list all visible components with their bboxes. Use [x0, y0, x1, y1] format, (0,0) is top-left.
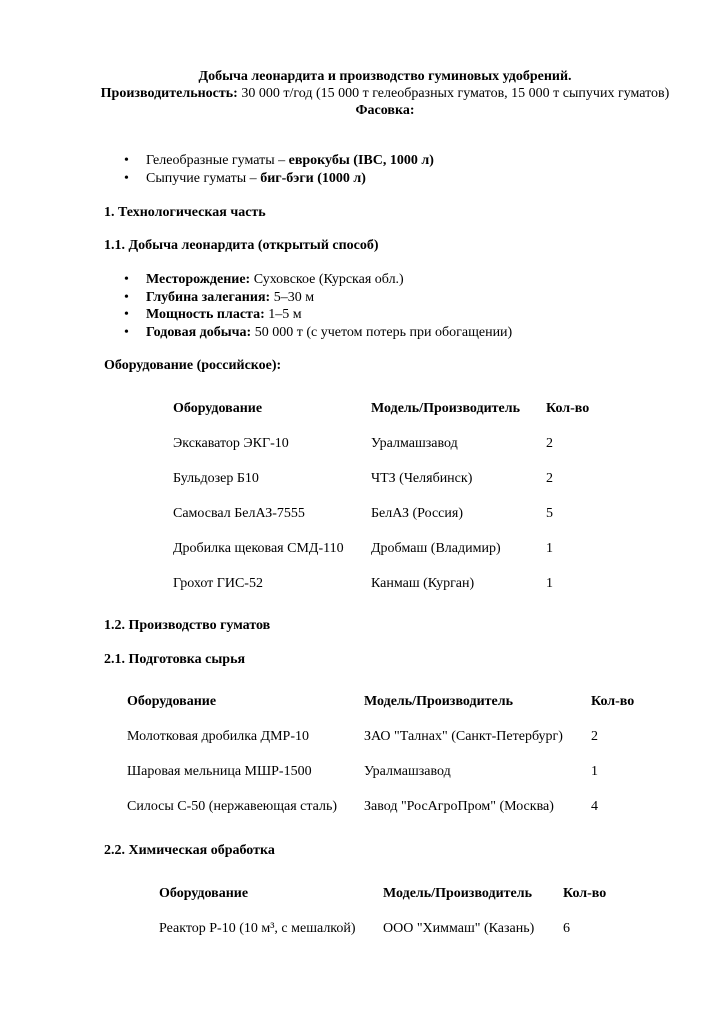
- column-header: Кол-во: [546, 400, 590, 416]
- table-cell: 6: [563, 920, 570, 936]
- table-cell: 2: [546, 435, 553, 451]
- list-item: [0, 289, 512, 307]
- table-cell: Шаровая мельница МШР-1500: [127, 763, 312, 779]
- table-header-row: [127, 684, 646, 719]
- list-item: [0, 271, 512, 289]
- table-cell: Дробилка щековая СМД-110: [173, 540, 344, 556]
- table-cell: Уралмашзавод: [364, 763, 451, 779]
- table-row: [173, 461, 606, 496]
- table-cell: Самосвал БелАЗ-7555: [173, 505, 305, 521]
- column-header: Модель/Производитель: [383, 885, 532, 901]
- column-header: Кол-во: [563, 885, 607, 901]
- list-item: [0, 306, 512, 324]
- table-cell: 2: [546, 470, 553, 486]
- column-header: Модель/Производитель: [371, 400, 520, 416]
- table-cell: Бульдозер Б10: [173, 470, 259, 486]
- raw-material-equipment-table: [127, 684, 646, 824]
- packing-item-text: Гелеобразные гуматы –: [146, 153, 289, 168]
- deposit-facts-list: [0, 271, 512, 341]
- packing-item-bold: биг-бэги (1000 л): [260, 170, 366, 186]
- section-heading: 1. Технологическая часть: [104, 205, 266, 220]
- table-cell: ЧТЗ (Челябинск): [371, 470, 473, 486]
- fact-value: 5–30 м: [270, 289, 315, 305]
- table-cell: 2: [591, 728, 598, 744]
- section-heading: 2.1. Подготовка сырья: [104, 652, 246, 667]
- list-item: [0, 152, 434, 170]
- equipment-heading: Оборудование (российское):: [104, 358, 282, 373]
- packing-list: [0, 152, 434, 187]
- capacity-value: 30 000 т/год (15 000 т гелеобразных гуматов, 15 000 т сыпучих гуматов): [237, 86, 670, 101]
- table-row: [127, 789, 646, 824]
- document-title: Добыча леонардита и производство гуминовых удобрений.: [198, 69, 572, 84]
- table-cell: Молотковая дробилка ДМР-10: [127, 728, 309, 744]
- fact-label: Глубина залегания:: [146, 289, 271, 305]
- table-cell: Экскаватор ЭКГ-10: [173, 435, 289, 451]
- table-row: [173, 566, 606, 601]
- table-cell: Канмаш (Курган): [371, 575, 475, 591]
- table-cell: 4: [591, 798, 598, 814]
- table-cell: Силосы С-50 (нержавеющая сталь): [127, 798, 338, 814]
- table-cell: ЗАО "Талнах" (Санкт-Петербург): [364, 728, 563, 744]
- table-row: [173, 496, 606, 531]
- table-cell: 1: [591, 763, 598, 779]
- fact-label: Годовая добыча:: [146, 324, 252, 340]
- column-header: Оборудование: [127, 693, 217, 709]
- table-row: [159, 911, 618, 946]
- table-cell: Дробмаш (Владимир): [371, 540, 501, 556]
- capacity-label: Производительность:: [100, 86, 238, 101]
- column-header: Кол-во: [591, 693, 635, 709]
- section-heading: 1.2. Производство гуматов: [104, 618, 271, 633]
- table-cell: 1: [546, 575, 553, 591]
- table-cell: БелАЗ (Россия): [371, 505, 463, 521]
- table-row: [173, 426, 606, 461]
- list-item: [0, 324, 512, 342]
- packing-label: Фасовка:: [355, 103, 415, 118]
- mining-equipment-table: [173, 391, 606, 601]
- table-cell: 1: [546, 540, 553, 556]
- section-heading: 2.2. Химическая обработка: [104, 843, 275, 858]
- fact-value: 1–5 м: [264, 307, 302, 322]
- column-header: Оборудование: [173, 400, 263, 416]
- table-row: [127, 754, 646, 789]
- packing-item-bold: еврокубы (IBC, 1000 л): [288, 153, 434, 168]
- table-cell: Грохот ГИС-52: [173, 575, 263, 591]
- column-header: Модель/Производитель: [364, 693, 513, 709]
- fact-label: Месторождение:: [146, 272, 251, 287]
- capacity-line: [100, 85, 670, 102]
- table-cell: Завод "РосАгроПром" (Москва): [364, 798, 554, 814]
- table-row: [173, 531, 606, 566]
- fact-value: 50 000 т (с учетом потерь при обогащении): [251, 324, 513, 340]
- table-header-row: [173, 391, 606, 426]
- table-row: [127, 719, 646, 754]
- fact-label: Мощность пласта:: [146, 307, 265, 322]
- table-cell: ООО "Химмаш" (Казань): [383, 920, 535, 936]
- document-header: [100, 68, 670, 119]
- table-cell: Реактор Р-10 (10 м³, с мешалкой): [159, 920, 356, 936]
- list-item: [0, 170, 434, 188]
- section-heading: 1.1. Добыча леонардита (открытый способ): [104, 238, 379, 253]
- column-header: Оборудование: [159, 885, 249, 901]
- table-cell: 5: [546, 505, 553, 521]
- packing-item-text: Сыпучие гуматы –: [146, 170, 261, 186]
- chemical-treatment-equipment-table: [159, 876, 618, 946]
- table-header-row: [159, 876, 618, 911]
- table-cell: Уралмашзавод: [371, 435, 458, 451]
- fact-value: Суховское (Курская обл.): [250, 272, 404, 287]
